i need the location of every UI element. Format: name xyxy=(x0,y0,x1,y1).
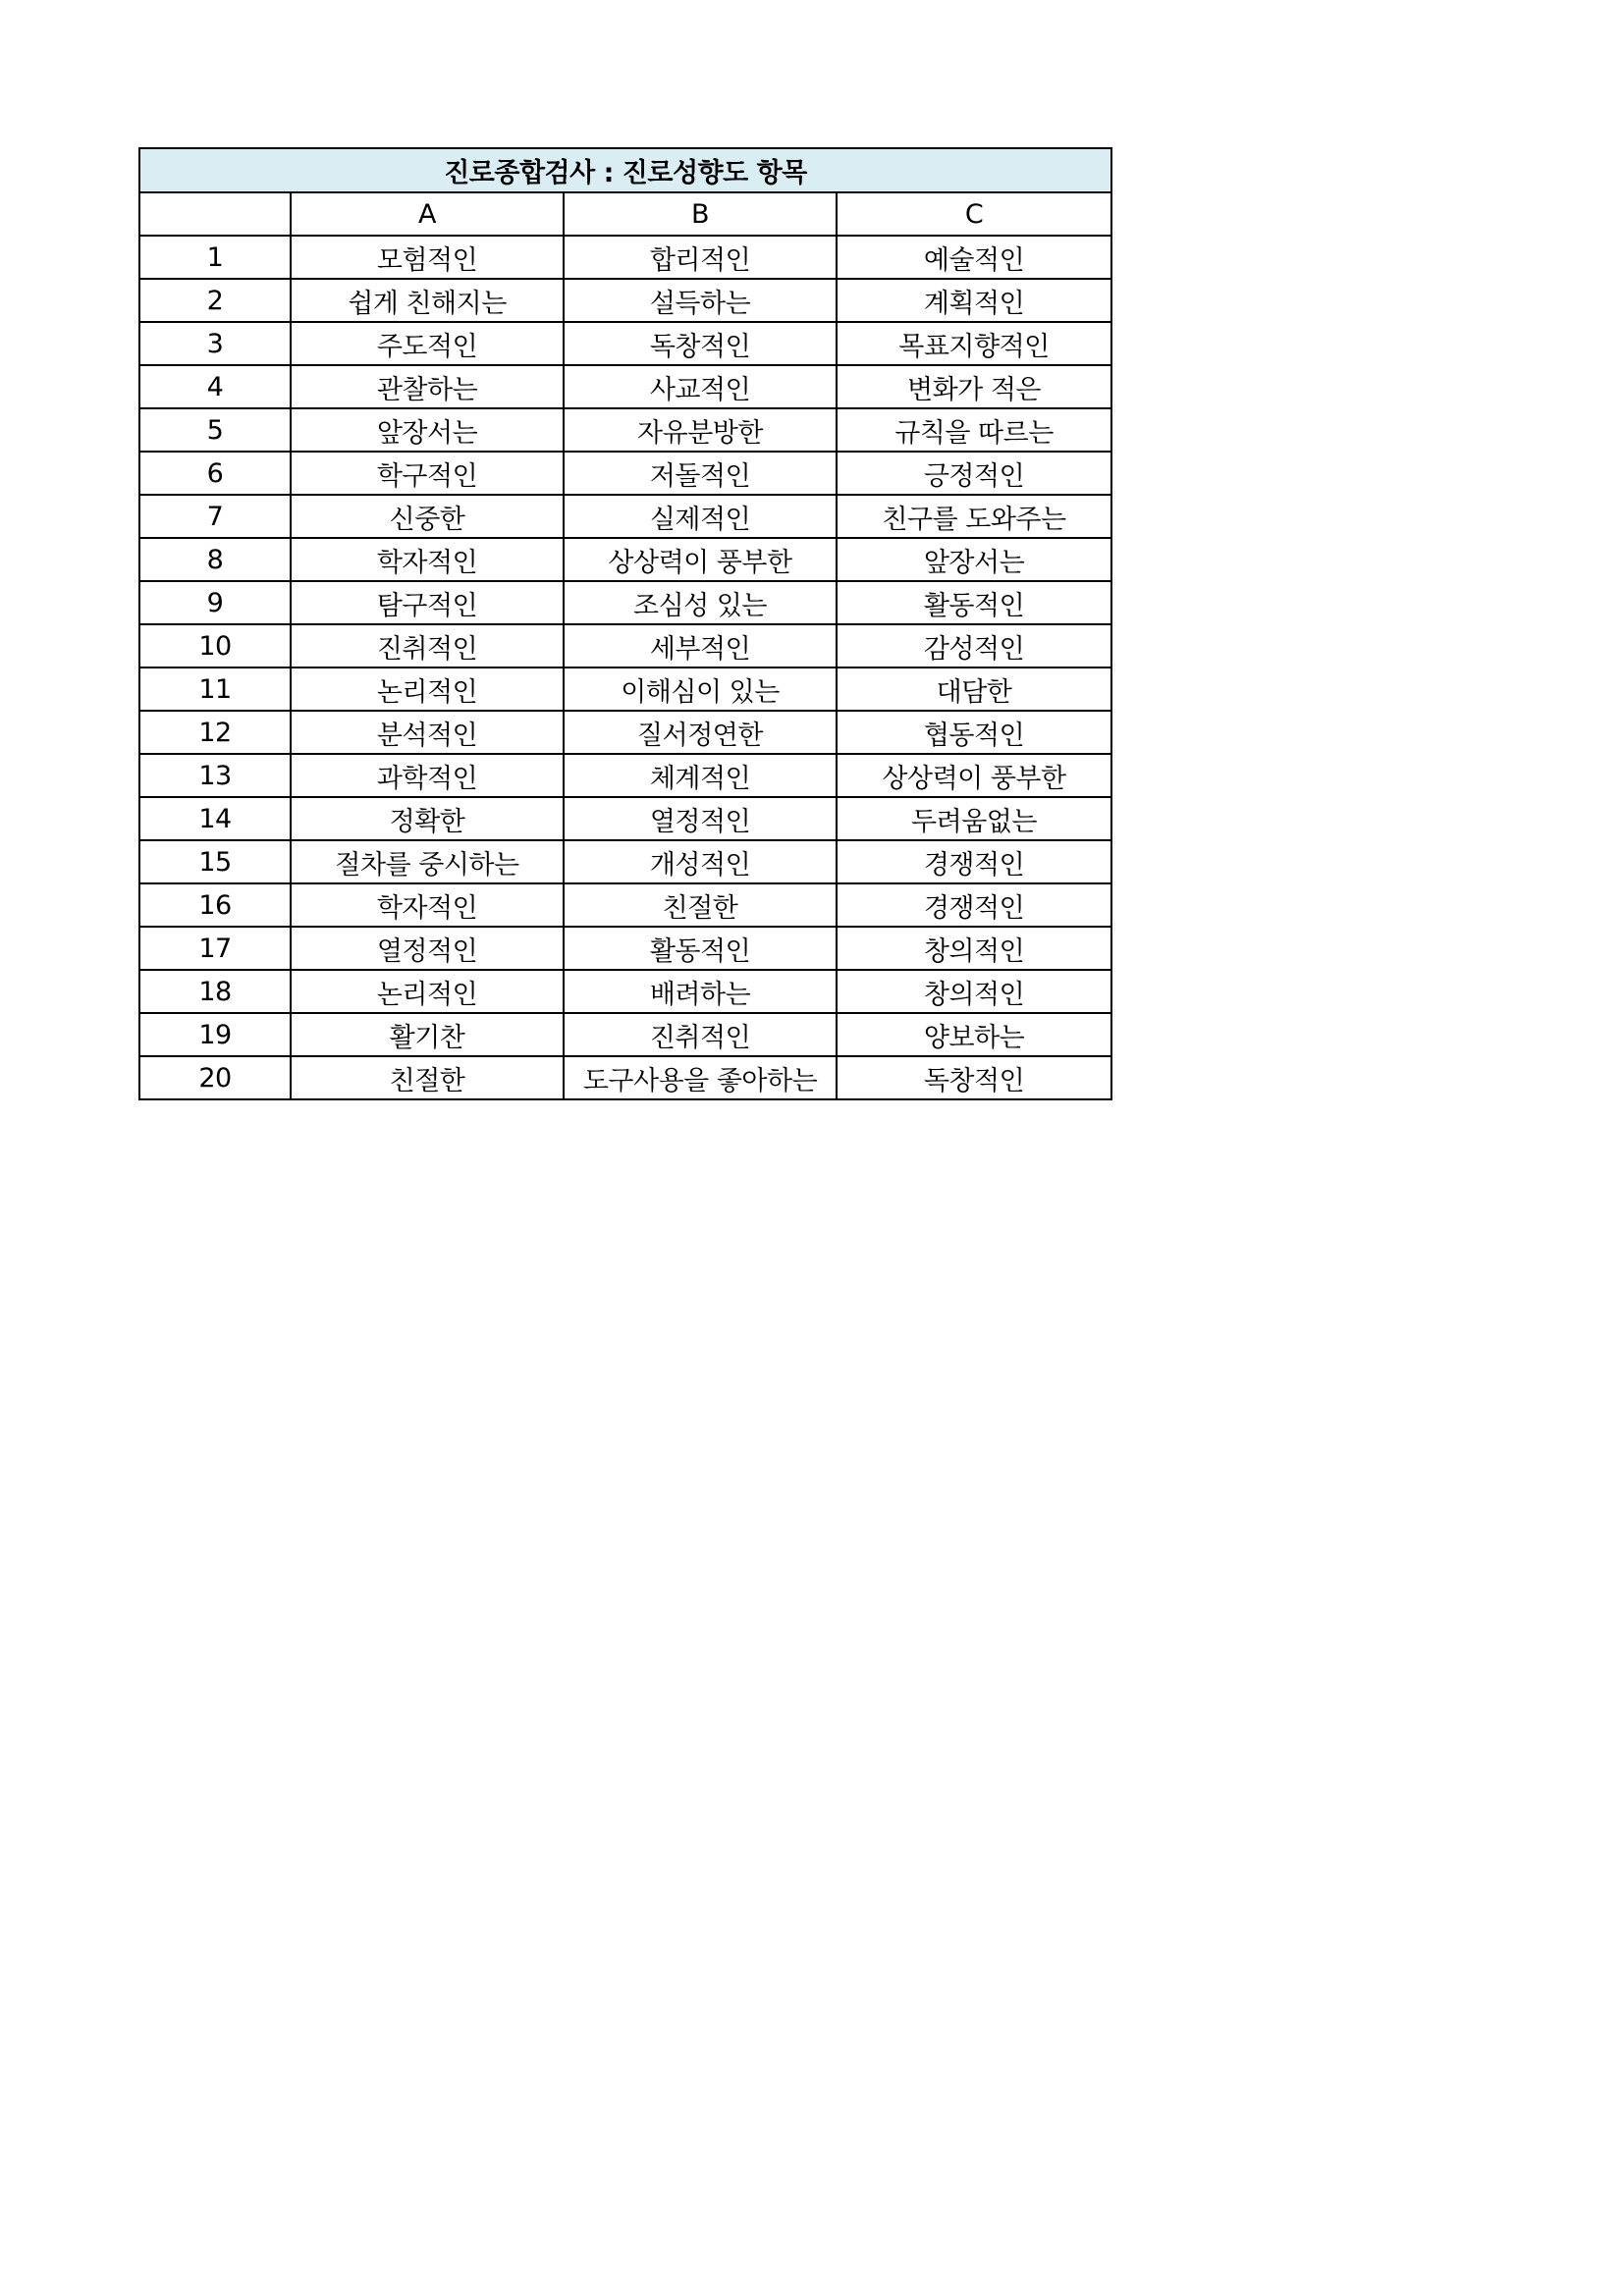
header-row xyxy=(139,192,1111,236)
row-number-cell: 12 xyxy=(139,711,291,754)
row-number-cell: 4 xyxy=(139,365,291,408)
column-b-cell: 친절한 xyxy=(564,883,837,927)
row-number-cell: 10 xyxy=(139,624,291,667)
column-a-cell: 모험적인 xyxy=(291,236,564,279)
career-test-sheet xyxy=(138,147,1110,1100)
table-row xyxy=(139,1013,1111,1056)
column-c-cell: 협동적인 xyxy=(837,711,1111,754)
table-row xyxy=(139,883,1111,927)
column-c-cell: 두려움없는 xyxy=(837,797,1111,840)
column-c-cell: 친구를 도와주는 xyxy=(837,495,1111,538)
column-b-cell: 질서정연한 xyxy=(564,711,837,754)
row-number-cell: 1 xyxy=(139,236,291,279)
column-b-cell: 세부적인 xyxy=(564,624,837,667)
row-number-cell: 16 xyxy=(139,883,291,927)
column-a-cell: 논리적인 xyxy=(291,970,564,1013)
column-b-cell: 합리적인 xyxy=(564,236,837,279)
column-b-cell: 자유분방한 xyxy=(564,408,837,452)
header-number xyxy=(139,192,291,236)
column-c-cell: 양보하는 xyxy=(837,1013,1111,1056)
column-b-cell: 실제적인 xyxy=(564,495,837,538)
table-row xyxy=(139,711,1111,754)
column-c-cell: 경쟁적인 xyxy=(837,883,1111,927)
column-b-cell: 열정적인 xyxy=(564,797,837,840)
row-number-cell: 15 xyxy=(139,840,291,883)
header-column-c: C xyxy=(837,192,1111,236)
column-b-cell: 개성적인 xyxy=(564,840,837,883)
table-row xyxy=(139,927,1111,970)
table-row xyxy=(139,624,1111,667)
row-number-cell: 8 xyxy=(139,538,291,581)
row-number-cell: 6 xyxy=(139,452,291,495)
column-a-cell: 학구적인 xyxy=(291,452,564,495)
table-row xyxy=(139,797,1111,840)
column-a-cell: 활기찬 xyxy=(291,1013,564,1056)
row-number-cell: 19 xyxy=(139,1013,291,1056)
column-b-cell: 설득하는 xyxy=(564,279,837,322)
table-row xyxy=(139,970,1111,1013)
header-column-b: B xyxy=(564,192,837,236)
column-c-cell: 변화가 적은 xyxy=(837,365,1111,408)
row-number-cell: 17 xyxy=(139,927,291,970)
header-column-a: A xyxy=(291,192,564,236)
column-a-cell: 주도적인 xyxy=(291,322,564,365)
table-row xyxy=(139,408,1111,452)
column-b-cell: 배려하는 xyxy=(564,970,837,1013)
column-a-cell: 열정적인 xyxy=(291,927,564,970)
column-b-cell: 체계적인 xyxy=(564,754,837,797)
column-a-cell: 쉽게 친해지는 xyxy=(291,279,564,322)
row-number-cell: 9 xyxy=(139,581,291,624)
column-b-cell: 도구사용을 좋아하는 xyxy=(564,1056,837,1099)
column-a-cell: 분석적인 xyxy=(291,711,564,754)
table-row xyxy=(139,279,1111,322)
table-row xyxy=(139,365,1111,408)
column-c-cell: 대담한 xyxy=(837,667,1111,711)
column-a-cell: 앞장서는 xyxy=(291,408,564,452)
row-number-cell: 18 xyxy=(139,970,291,1013)
table-row xyxy=(139,1056,1111,1099)
column-a-cell: 정확한 xyxy=(291,797,564,840)
column-c-cell: 감성적인 xyxy=(837,624,1111,667)
row-number-cell: 20 xyxy=(139,1056,291,1099)
table-row xyxy=(139,236,1111,279)
column-a-cell: 친절한 xyxy=(291,1056,564,1099)
column-b-cell: 진취적인 xyxy=(564,1013,837,1056)
column-c-cell: 앞장서는 xyxy=(837,538,1111,581)
column-c-cell: 창의적인 xyxy=(837,927,1111,970)
row-number-cell: 11 xyxy=(139,667,291,711)
column-a-cell: 과학적인 xyxy=(291,754,564,797)
column-a-cell: 학자적인 xyxy=(291,883,564,927)
table-row xyxy=(139,452,1111,495)
column-c-cell: 긍정적인 xyxy=(837,452,1111,495)
table-row xyxy=(139,754,1111,797)
row-number-cell: 13 xyxy=(139,754,291,797)
column-b-cell: 저돌적인 xyxy=(564,452,837,495)
career-tendency-table xyxy=(138,147,1112,1100)
column-b-cell: 활동적인 xyxy=(564,927,837,970)
title-row xyxy=(139,148,1111,192)
column-b-cell: 조심성 있는 xyxy=(564,581,837,624)
column-c-cell: 규칙을 따르는 xyxy=(837,408,1111,452)
column-c-cell: 독창적인 xyxy=(837,1056,1111,1099)
row-number-cell: 2 xyxy=(139,279,291,322)
column-c-cell: 예술적인 xyxy=(837,236,1111,279)
column-a-cell: 학자적인 xyxy=(291,538,564,581)
table-row xyxy=(139,538,1111,581)
table-row xyxy=(139,840,1111,883)
column-a-cell: 신중한 xyxy=(291,495,564,538)
table-row xyxy=(139,495,1111,538)
column-a-cell: 관찰하는 xyxy=(291,365,564,408)
column-b-cell: 상상력이 풍부한 xyxy=(564,538,837,581)
row-number-cell: 5 xyxy=(139,408,291,452)
table-row xyxy=(139,322,1111,365)
column-c-cell: 활동적인 xyxy=(837,581,1111,624)
column-a-cell: 탐구적인 xyxy=(291,581,564,624)
column-c-cell: 상상력이 풍부한 xyxy=(837,754,1111,797)
table-title: 진로종합검사 : 진로성향도 항목 xyxy=(139,148,1111,192)
table-row xyxy=(139,667,1111,711)
row-number-cell: 3 xyxy=(139,322,291,365)
table-row xyxy=(139,581,1111,624)
column-c-cell: 계획적인 xyxy=(837,279,1111,322)
column-b-cell: 이해심이 있는 xyxy=(564,667,837,711)
column-a-cell: 절차를 중시하는 xyxy=(291,840,564,883)
column-a-cell: 논리적인 xyxy=(291,667,564,711)
row-number-cell: 7 xyxy=(139,495,291,538)
column-b-cell: 사교적인 xyxy=(564,365,837,408)
column-c-cell: 목표지향적인 xyxy=(837,322,1111,365)
column-a-cell: 진취적인 xyxy=(291,624,564,667)
row-number-cell: 14 xyxy=(139,797,291,840)
column-c-cell: 경쟁적인 xyxy=(837,840,1111,883)
column-b-cell: 독창적인 xyxy=(564,322,837,365)
column-c-cell: 창의적인 xyxy=(837,970,1111,1013)
